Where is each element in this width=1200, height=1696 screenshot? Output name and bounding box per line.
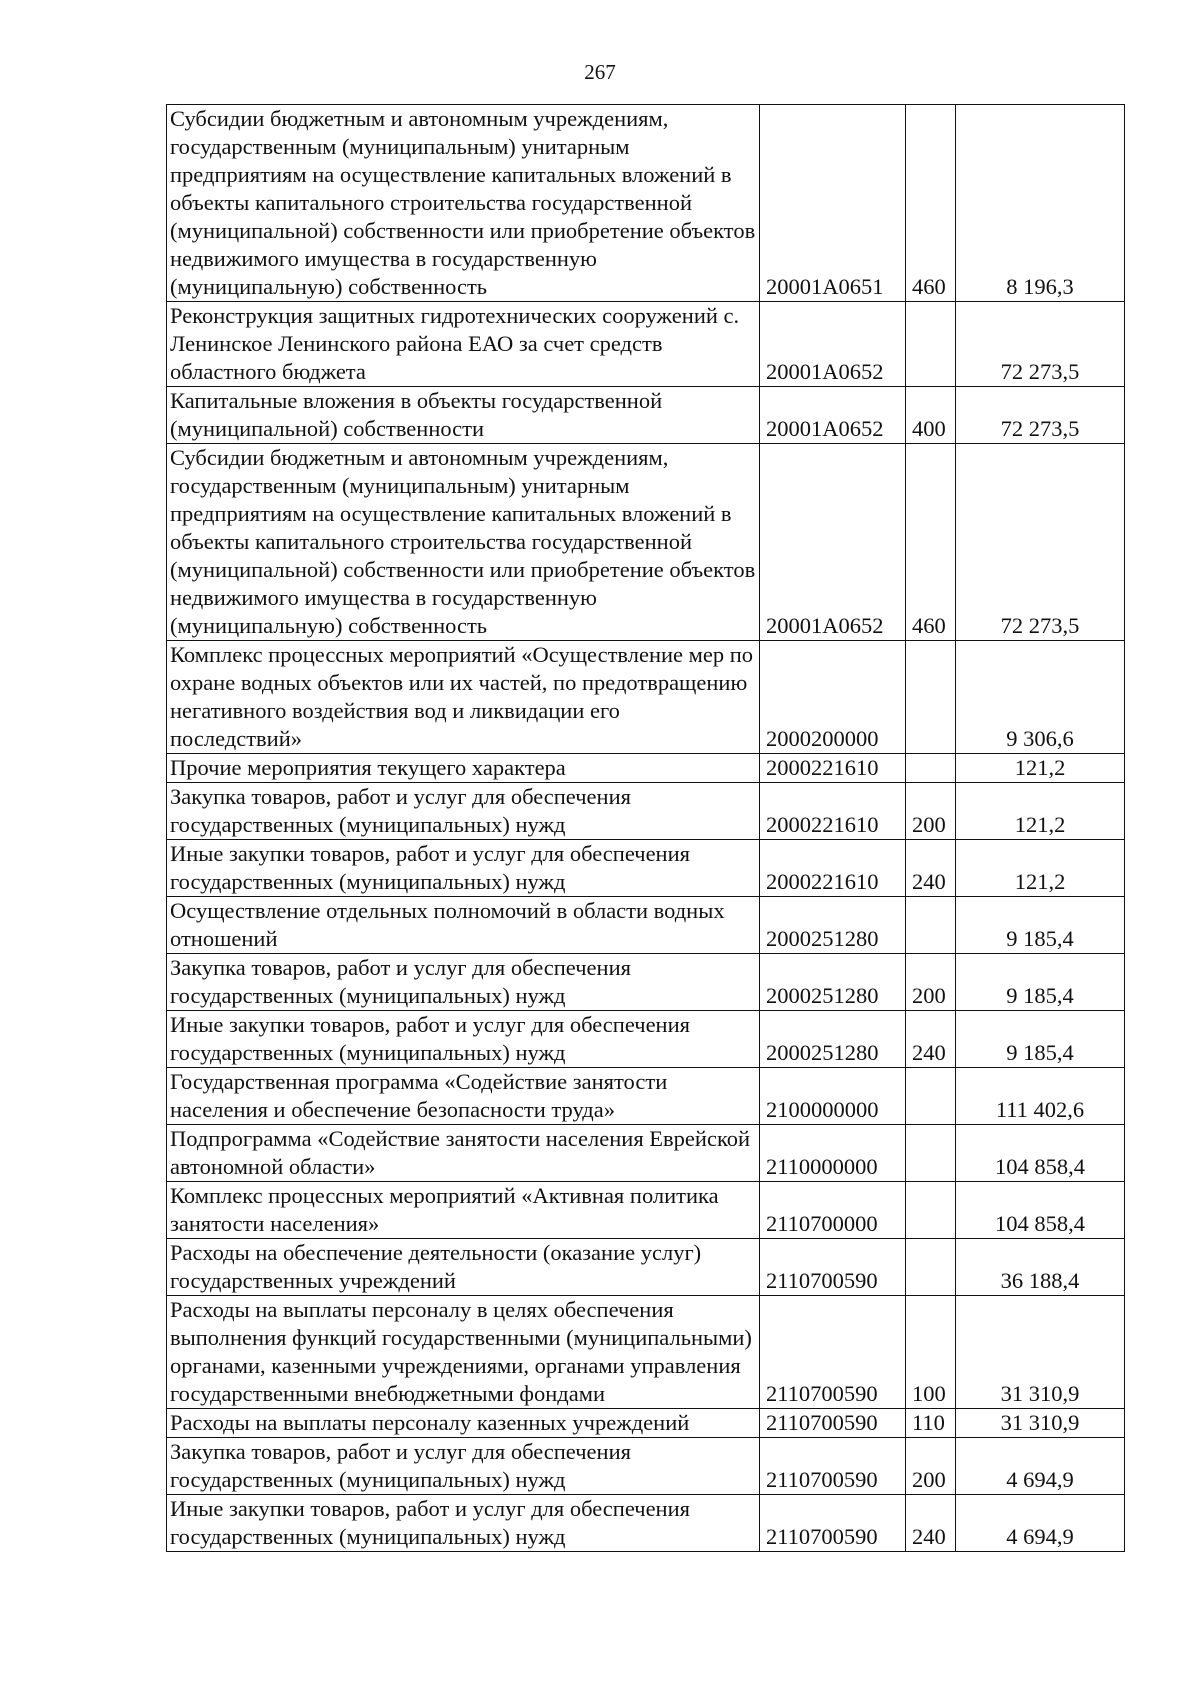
table-row <box>167 954 1125 1011</box>
row-name: Иные закупки товаров, работ и услуг для обеспечения государственных (муниципальных) нужд <box>167 840 760 897</box>
page-number: 267 <box>584 60 616 84</box>
row-type: 240 <box>906 840 956 897</box>
row-sum: 121,2 <box>956 754 1125 783</box>
row-sum: 9 185,4 <box>956 954 1125 1011</box>
row-code: 2110700590 <box>760 1296 906 1409</box>
row-name: Прочие мероприятия текущего характера <box>167 754 760 783</box>
row-type: 460 <box>906 444 956 641</box>
row-name: Комплекс процессных мероприятий «Осуществление мер по охране водных объектов или их частей, по предотвращению негативного воздействия вод и ликвидации его последствий» <box>167 641 760 754</box>
table-row <box>167 1438 1125 1495</box>
table-row <box>167 1182 1125 1239</box>
table-row <box>167 105 1125 302</box>
row-name: Капитальные вложения в объекты государственной (муниципальной) собственности <box>167 387 760 444</box>
row-name: Закупка товаров, работ и услуг для обеспечения государственных (муниципальных) нужд <box>167 1438 760 1495</box>
row-code: 2110700590 <box>760 1438 906 1495</box>
table-row <box>167 783 1125 840</box>
table-row <box>167 1125 1125 1182</box>
row-code: 2110700590 <box>760 1495 906 1552</box>
table-row <box>167 641 1125 754</box>
row-name: Расходы на обеспечение деятельности (оказание услуг) государственных учреждений <box>167 1239 760 1296</box>
row-name: Подпрограмма «Содействие занятости населения Еврейской автономной области» <box>167 1125 760 1182</box>
row-sum: 9 185,4 <box>956 897 1125 954</box>
row-sum: 36 188,4 <box>956 1239 1125 1296</box>
row-name: Субсидии бюджетным и автономным учреждениям, государственным (муниципальным) унитарным предприятиям на осуществление капитальных вложений в объекты капитального строительства государственной (муниципальной) собственности или приобретение объектов недвижимого имущества в государственную (муниципальную) собственность <box>167 105 760 302</box>
table-row <box>167 1495 1125 1552</box>
table-row <box>167 444 1125 641</box>
row-type <box>906 1068 956 1125</box>
row-type <box>906 1182 956 1239</box>
row-code: 2000200000 <box>760 641 906 754</box>
table-row <box>167 387 1125 444</box>
row-sum: 72 273,5 <box>956 302 1125 387</box>
row-code: 2100000000 <box>760 1068 906 1125</box>
row-code: 2000221610 <box>760 840 906 897</box>
row-type: 200 <box>906 1438 956 1495</box>
row-type <box>906 641 956 754</box>
row-sum: 4 694,9 <box>956 1495 1125 1552</box>
row-sum: 111 402,6 <box>956 1068 1125 1125</box>
table-row <box>167 754 1125 783</box>
row-name: Осуществление отдельных полномочий в области водных отношений <box>167 897 760 954</box>
row-name: Иные закупки товаров, работ и услуг для обеспечения государственных (муниципальных) нужд <box>167 1011 760 1068</box>
row-type: 200 <box>906 783 956 840</box>
row-type: 200 <box>906 954 956 1011</box>
row-code: 20001A0652 <box>760 387 906 444</box>
row-code: 2110000000 <box>760 1125 906 1182</box>
row-sum: 121,2 <box>956 840 1125 897</box>
table-row <box>167 1011 1125 1068</box>
row-type: 110 <box>906 1409 956 1438</box>
row-type: 400 <box>906 387 956 444</box>
table-row <box>167 1068 1125 1125</box>
row-sum: 31 310,9 <box>956 1409 1125 1438</box>
row-sum: 72 273,5 <box>956 444 1125 641</box>
row-sum: 72 273,5 <box>956 387 1125 444</box>
row-name: Субсидии бюджетным и автономным учреждениям, государственным (муниципальным) унитарным предприятиям на осуществление капитальных вложений в объекты капитального строительства государственной (муниципальной) собственности или приобретение объектов недвижимого имущества в государственную (муниципальную) собственность <box>167 444 760 641</box>
row-code: 2000251280 <box>760 954 906 1011</box>
row-name: Расходы на выплаты персоналу в целях обеспечения выполнения функций государственными (муниципальными) органами, казенными учреждениями, органами управления государственными внебюджетными фондами <box>167 1296 760 1409</box>
row-name: Расходы на выплаты персоналу казенных учреждений <box>167 1409 760 1438</box>
row-type <box>906 1239 956 1296</box>
row-code: 2110700590 <box>760 1239 906 1296</box>
table-row <box>167 840 1125 897</box>
row-code: 20001A0651 <box>760 105 906 302</box>
row-name: Государственная программа «Содействие занятости населения и обеспечение безопасности труда» <box>167 1068 760 1125</box>
row-type <box>906 897 956 954</box>
table-row <box>167 1239 1125 1296</box>
table-row <box>167 897 1125 954</box>
row-code: 2000251280 <box>760 1011 906 1068</box>
table-row <box>167 1409 1125 1438</box>
row-sum: 121,2 <box>956 783 1125 840</box>
row-name: Реконструкция защитных гидротехнических сооружений с. Ленинское Ленинского района ЕАО за счет средств областного бюджета <box>167 302 760 387</box>
row-type: 460 <box>906 105 956 302</box>
row-type <box>906 1125 956 1182</box>
row-name: Закупка товаров, работ и услуг для обеспечения государственных (муниципальных) нужд <box>167 783 760 840</box>
row-code: 2000251280 <box>760 897 906 954</box>
row-code: 20001A0652 <box>760 302 906 387</box>
row-code: 2000221610 <box>760 754 906 783</box>
row-sum: 9 185,4 <box>956 1011 1125 1068</box>
table-row <box>167 1296 1125 1409</box>
row-sum: 4 694,9 <box>956 1438 1125 1495</box>
table-body <box>167 105 1125 1552</box>
row-name: Закупка товаров, работ и услуг для обеспечения государственных (муниципальных) нужд <box>167 954 760 1011</box>
row-code: 2110700000 <box>760 1182 906 1239</box>
table-row <box>167 302 1125 387</box>
row-type: 240 <box>906 1011 956 1068</box>
row-code: 2110700590 <box>760 1409 906 1438</box>
row-code: 20001A0652 <box>760 444 906 641</box>
row-sum: 9 306,6 <box>956 641 1125 754</box>
row-sum: 8 196,3 <box>956 105 1125 302</box>
row-type: 100 <box>906 1296 956 1409</box>
row-name: Комплекс процессных мероприятий «Активная политика занятости населения» <box>167 1182 760 1239</box>
row-code: 2000221610 <box>760 783 906 840</box>
row-sum: 104 858,4 <box>956 1125 1125 1182</box>
row-sum: 104 858,4 <box>956 1182 1125 1239</box>
row-type <box>906 302 956 387</box>
row-type <box>906 754 956 783</box>
row-type: 240 <box>906 1495 956 1552</box>
budget-table <box>166 104 1125 1552</box>
row-name: Иные закупки товаров, работ и услуг для обеспечения государственных (муниципальных) нужд <box>167 1495 760 1552</box>
row-sum: 31 310,9 <box>956 1296 1125 1409</box>
